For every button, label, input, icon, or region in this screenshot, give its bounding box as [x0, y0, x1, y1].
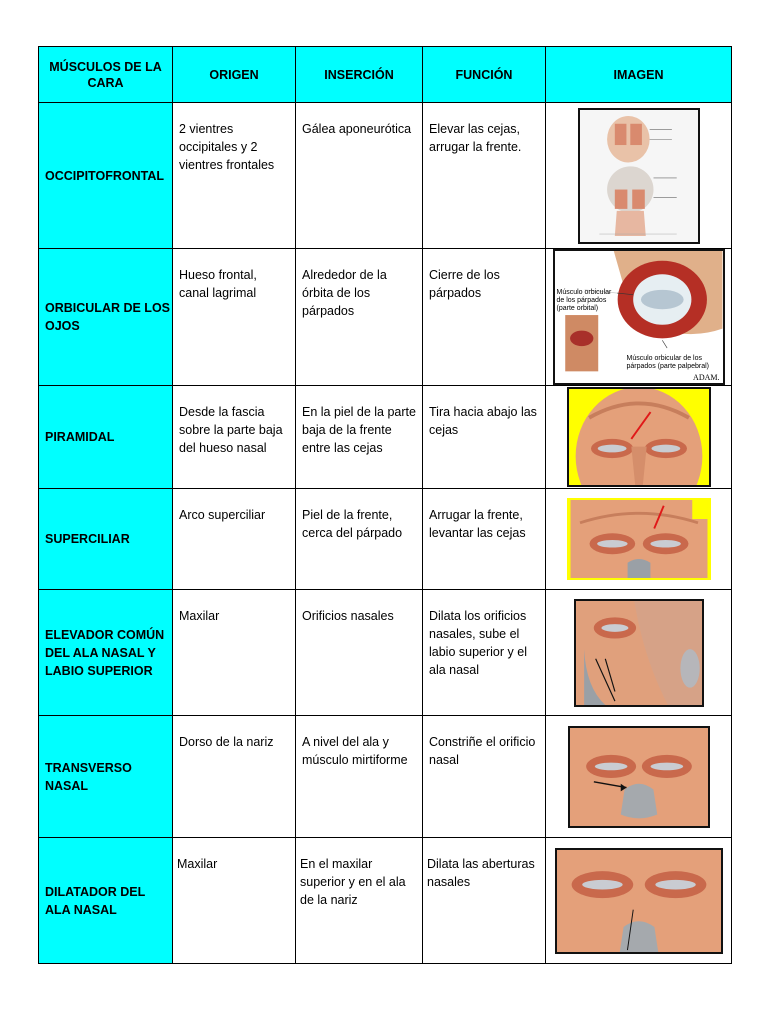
- orbicularis-diagram: [553, 249, 725, 385]
- image-cell: [546, 590, 732, 716]
- insertion-cell: A nivel del ala y músculo mirtiforme: [296, 716, 423, 838]
- header-insertion: INSERCIÓN: [296, 47, 423, 103]
- origin-cell: Hueso frontal, canal lagrimal: [173, 249, 296, 386]
- function-cell: Arrugar la frente, levantar las cejas: [423, 489, 546, 590]
- image-cell: [546, 838, 732, 964]
- muscles-table: [38, 46, 732, 964]
- table-row: [39, 103, 732, 249]
- table-row: [39, 386, 732, 489]
- table-row: [39, 716, 732, 838]
- header-muscle: MÚSCULOS DE LA CARA: [39, 47, 173, 103]
- origin-cell: Arco superciliar: [173, 489, 296, 590]
- transverse-nasal-illustration: [568, 726, 710, 828]
- insertion-cell: En la piel de la parte baja de la frente entre las cejas: [296, 386, 423, 489]
- image-cell: [546, 716, 732, 838]
- table-row: [39, 590, 732, 716]
- function-cell: Dilata los orificios nasales, sube el labio superior y el ala nasal: [423, 590, 546, 716]
- function-cell: Elevar las cejas, arrugar la frente.: [423, 103, 546, 249]
- procerus-illustration: [567, 387, 711, 487]
- header-row: [39, 47, 732, 103]
- header-function: FUNCIÓN: [423, 47, 546, 103]
- header-origin: ORIGEN: [173, 47, 296, 103]
- insertion-cell: En el maxilar superior y en el ala de la nariz: [296, 838, 423, 964]
- levator-illustration: [574, 599, 704, 707]
- image-cell: [546, 103, 732, 249]
- muscle-name: OCCIPITOFRONTAL: [39, 103, 173, 249]
- insertion-cell: Piel de la frente, cerca del párpado: [296, 489, 423, 590]
- function-cell: Cierre de los párpados: [423, 249, 546, 386]
- muscle-name: SUPERCILIAR: [39, 489, 173, 590]
- origin-cell: Maxilar: [173, 838, 296, 964]
- table-row: [39, 838, 732, 964]
- function-cell: Constriñe el orificio nasal: [423, 716, 546, 838]
- muscle-name: ELEVADOR COMÚN DEL ALA NASAL Y LABIO SUPERIOR: [39, 590, 173, 716]
- occipitofrontal-diagram: [578, 108, 700, 244]
- image-cell: [546, 489, 732, 590]
- image-cell: [546, 386, 732, 489]
- dilator-nasal-illustration: [555, 848, 723, 954]
- adam-logo: ADAM.: [693, 373, 720, 382]
- corrugator-illustration: [567, 498, 711, 580]
- insertion-cell: Orificios nasales: [296, 590, 423, 716]
- table-row: [39, 489, 732, 590]
- muscle-name: TRANSVERSO NASAL: [39, 716, 173, 838]
- origin-cell: Desde la fascia sobre la parte baja del hueso nasal: [173, 386, 296, 489]
- origin-cell: Dorso de la nariz: [173, 716, 296, 838]
- image-label-bottom: Músculo orbicular de los párpados (parte palpebral): [626, 355, 709, 370]
- header-image: IMAGEN: [546, 47, 732, 103]
- table-row: [39, 249, 732, 386]
- origin-cell: 2 vientres occipitales y 2 vientres frontales: [173, 103, 296, 249]
- function-cell: Dilata las aberturas nasales: [423, 838, 546, 964]
- image-cell: [546, 249, 732, 386]
- muscle-name: PIRAMIDAL: [39, 386, 173, 489]
- muscle-name: ORBICULAR DE LOS OJOS: [39, 249, 173, 386]
- muscle-name: DILATADOR DEL ALA NASAL: [39, 838, 173, 964]
- origin-cell: Maxilar: [173, 590, 296, 716]
- function-cell: Tira hacia abajo las cejas: [423, 386, 546, 489]
- insertion-cell: Gálea aponeurótica: [296, 103, 423, 249]
- image-label-top: Músculo orbicular de los párpados (parte orbital): [557, 289, 617, 313]
- insertion-cell: Alrededor de la órbita de los párpados: [296, 249, 423, 386]
